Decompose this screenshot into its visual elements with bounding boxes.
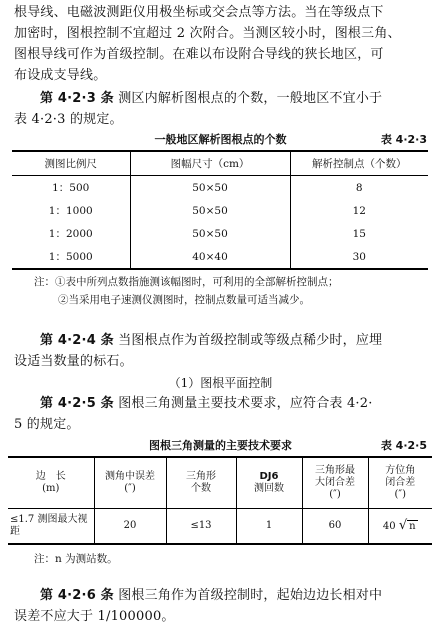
table-cell: 50×50: [130, 222, 290, 245]
table-cell: ≤1.7 测图最大视距: [10, 514, 88, 537]
table-note: 注：①表中所列点数指施测该幅图时，可利用的全部解析控制点；: [34, 276, 339, 288]
text-line: 加密时，图根控制不宜超过 2 次附合。当测区较小时，图根三角、: [14, 26, 401, 41]
table-notes: [34, 273, 434, 309]
table-note: ②当采用电子速测仪测图时，控制点数量可适当减少。: [58, 294, 310, 306]
table-caption: [0, 437, 441, 455]
table-row: [8, 509, 432, 545]
header-line: DJ6: [259, 471, 279, 482]
table-cell: 50×50: [130, 199, 290, 222]
clause-4-2-3: [14, 88, 434, 130]
clause-number: 第 4·2·5 条: [40, 396, 114, 411]
header-cell: [368, 457, 432, 509]
clause-4-2-6: [14, 585, 434, 627]
clause-number: 第 4·2·4 条: [40, 333, 114, 348]
table-cell: ≤13: [166, 509, 236, 545]
table-cell: 8: [290, 176, 428, 200]
formula-radicand: n: [409, 520, 416, 532]
table-cell: 1：500: [52, 182, 90, 194]
table-cell: 20: [94, 509, 166, 545]
table-row: [12, 245, 428, 269]
header-line: 个数: [191, 483, 211, 494]
header-cell: [236, 457, 302, 509]
header-line: 三角形: [186, 471, 216, 482]
clause-text: 当图根点作为首级控制或等级点稀少时，应埋: [118, 333, 383, 348]
table-cell: 12: [290, 199, 428, 222]
header-cell: [94, 457, 166, 509]
table-row: [12, 222, 428, 245]
intro-paragraph: [14, 2, 434, 86]
header-line: (″): [124, 483, 136, 494]
table-cell: 40×40: [130, 245, 290, 269]
table-number: 表 4·2·3: [380, 133, 427, 146]
text-line: 根导线、电磁波测距仪用极坐标或交会点等方法。当在等级点下: [14, 5, 384, 20]
table-cell: 1：5000: [48, 251, 93, 263]
table-control-points: [12, 150, 428, 270]
header-cell: [8, 457, 94, 509]
header-line: (m): [42, 483, 60, 494]
header-cell: [166, 457, 236, 509]
clause-4-2-5: [14, 393, 434, 435]
text-line: 图根导线可作为首级控制。在难以布设附合导线的狭长地区，可: [14, 47, 384, 62]
table-cell: 15: [290, 222, 428, 245]
header-cell: 图幅尺寸（cm）: [130, 151, 290, 176]
header-line: 边 长: [35, 471, 66, 482]
table-number: 表 4·2·5: [380, 439, 427, 452]
header-line: 测回数: [254, 483, 284, 494]
section-title: （1）图根平面控制: [168, 376, 273, 390]
clause-text: 图根三角作为首级控制时，起始边边长相对中: [118, 588, 383, 603]
header-line: 大闭合差: [315, 477, 355, 488]
clause-text: 测区内解析图根点的个数，一般地区不宜小于: [118, 91, 383, 106]
clause-text: 5 的规定。: [14, 417, 80, 432]
clause-4-2-4: [14, 330, 434, 372]
table-cell: 60: [302, 509, 368, 545]
clause-number: 第 4·2·6 条: [40, 588, 114, 603]
header-cell: [302, 457, 368, 509]
table-header-row: [8, 457, 432, 509]
header-line: 闭合差: [385, 477, 416, 488]
table-title: 图根三角测量的主要技术要求: [149, 439, 292, 452]
table-row: [12, 199, 428, 222]
clause-number: 第 4·2·3 条: [40, 91, 114, 106]
header-line: (″): [329, 489, 341, 500]
table-title: 一般地区解析图根点的个数: [154, 133, 287, 146]
sqrt-symbol: √: [398, 517, 408, 533]
clause-text: 设适当数量的标石。: [14, 354, 133, 369]
table-row: [12, 176, 428, 200]
table-note: 注：n 为测站数。: [34, 553, 118, 565]
table-cell: 50×50: [130, 176, 290, 200]
table-cell: 1: [236, 509, 302, 545]
header-line: 方位角: [385, 465, 416, 476]
clause-text: 图根三角测量主要技术要求，应符合表 4·2·: [118, 396, 373, 411]
header-cell: 解析控制点（个数）: [290, 151, 428, 176]
clause-text: 表 4·2·3 的规定。: [14, 112, 123, 127]
header-line: 测角中误差: [105, 471, 155, 482]
table-cell: 30: [290, 245, 428, 269]
header-line: 三角形最: [315, 465, 355, 476]
table-cell: [368, 509, 432, 545]
table-caption: [0, 131, 441, 149]
clause-text: 误差不应大于 1/100000。: [14, 609, 175, 624]
table-cell: 1：2000: [48, 228, 93, 240]
text-line: 布设成支导线。: [14, 68, 107, 83]
header-cell: 测图比例尺: [12, 151, 130, 176]
table-header-row: [12, 151, 428, 176]
formula-coefficient: 40: [382, 520, 396, 532]
header-line: (″): [394, 489, 407, 500]
table-cell: 1：1000: [48, 205, 93, 217]
table-triangulation-requirements: [8, 456, 432, 545]
